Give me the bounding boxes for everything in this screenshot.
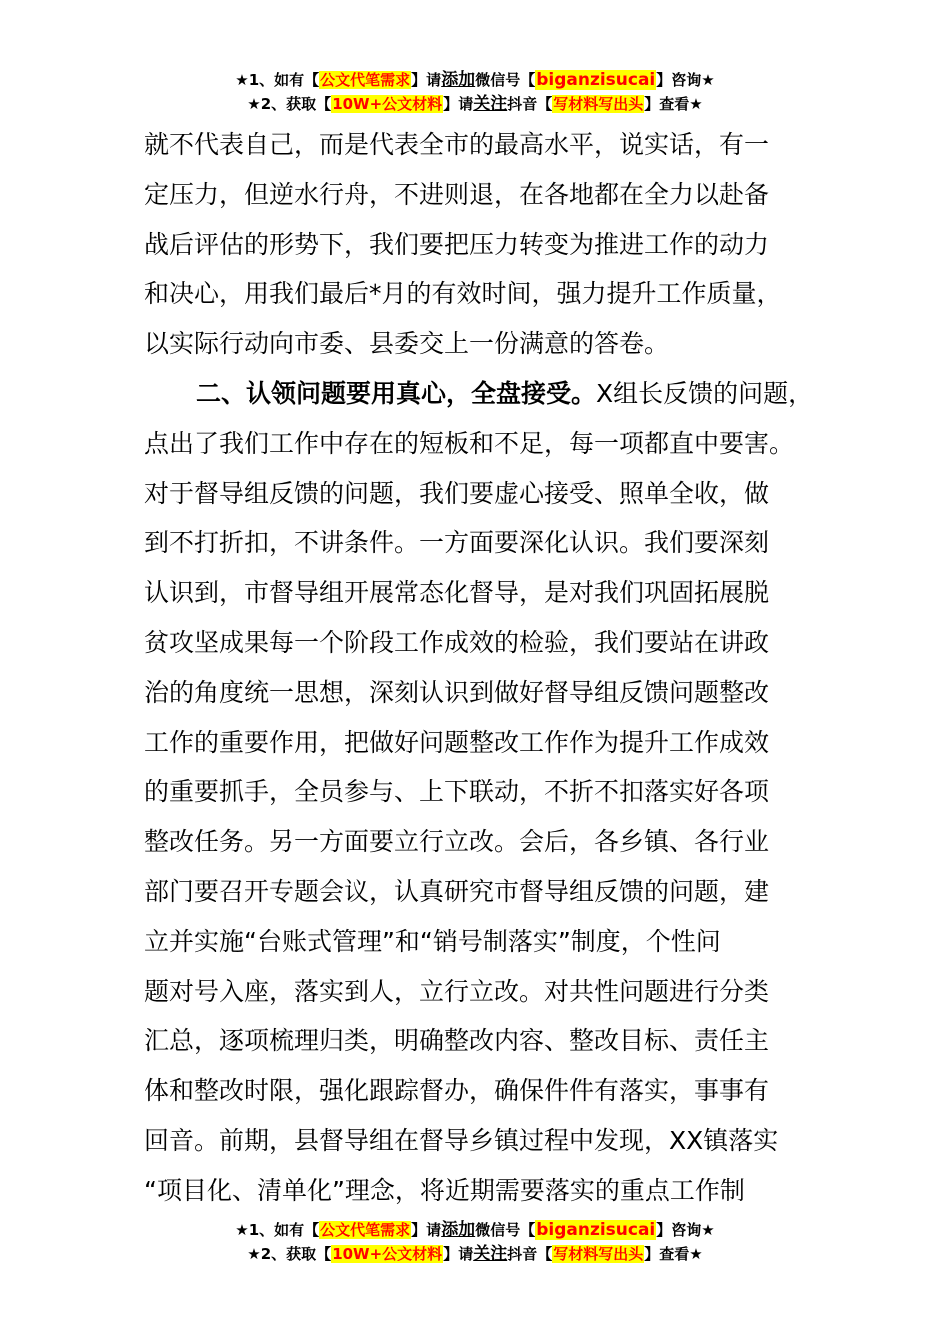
- section-heading: 二、认领问题要用真心，全盘接受。: [196, 378, 597, 408]
- notice-highlight: 公文代笔需求: [320, 71, 411, 89]
- notice-wechat-id: biganzisucai: [536, 70, 656, 90]
- notice-text: 抖音【: [507, 95, 553, 113]
- body-line: 治的角度统一思想，深刻认识到做好督导组反馈问题整改: [144, 677, 770, 707]
- notice-text: 】查看★: [644, 1245, 703, 1263]
- notice-underline: 添加: [441, 70, 476, 90]
- notice-text: 抖音【: [507, 1245, 553, 1263]
- notice-douyin-id: 写材料写出头: [553, 95, 644, 113]
- section-heading-tail: X组长反馈的问题，: [596, 378, 814, 408]
- notice-highlight: 10W+公文材料: [332, 95, 443, 113]
- notice-text: 】请: [443, 95, 474, 113]
- notice-text: 】查看★: [644, 95, 703, 113]
- notice-text: ★1、如有【: [235, 1221, 320, 1239]
- notice-line-1: [0, 1218, 950, 1242]
- body-line: 回音。前期，县督导组在督导乡镇过程中发现，XX镇落实: [144, 1125, 779, 1155]
- notice-text: ★1、如有【: [235, 71, 320, 89]
- body-line: 贫攻坚成果每一个阶段工作成效的检验，我们要站在讲政: [144, 627, 770, 657]
- notice-text: 】请: [443, 1245, 474, 1263]
- body-line: 题对号入座，落实到人，立行立改。对共性问题进行分类: [144, 976, 770, 1006]
- section-heading-row: [144, 369, 834, 419]
- notice-text: 】咨询★: [656, 1221, 715, 1239]
- body-line: 汇总，逐项梳理归类，明确整改内容、整改目标、责任主: [144, 1026, 770, 1056]
- notice-text: ★2、获取【: [247, 95, 332, 113]
- body-line: 认识到，市督导组开展常态化督导，是对我们巩固拓展脱: [144, 578, 770, 608]
- notice-text: 微信号【: [475, 71, 536, 89]
- notice-text: ★2、获取【: [247, 1245, 332, 1263]
- body-line: 点出了我们工作中存在的短板和不足，每一项都直中要害。: [144, 428, 795, 458]
- body-line: 立并实施“台账式管理”和“销号制落实”制度，个性问: [144, 926, 721, 956]
- body-line: 体和整改时限，强化跟踪督办，确保件件有落实，事事有: [144, 1076, 770, 1106]
- notice-underline: 添加: [441, 1220, 476, 1240]
- body-line: 和决心，用我们最后*月的有效时间，强力提升工作质量，: [144, 279, 782, 309]
- body-line: 以实际行动向市委、县委交上一份满意的答卷。: [144, 329, 670, 359]
- notice-underline: 关注: [473, 1244, 508, 1264]
- notice-douyin-id: 写材料写出头: [553, 1245, 644, 1263]
- document-body: [144, 120, 834, 1216]
- body-line: 对于督导组反馈的问题，我们要虚心接受、照单全收，做: [144, 478, 770, 508]
- body-line: 整改任务。另一方面要立行立改。会后，各乡镇、各行业: [144, 827, 770, 857]
- body-line: 工作的重要作用，把做好问题整改工作作为提升工作成效: [144, 727, 770, 757]
- notice-line-2: [0, 92, 950, 116]
- notice-wechat-id: biganzisucai: [536, 1220, 656, 1240]
- notice-line-1: [0, 68, 950, 92]
- header-notice: [0, 68, 950, 116]
- notice-underline: 关注: [473, 94, 508, 114]
- notice-text: 】咨询★: [656, 71, 715, 89]
- notice-text: 】请: [411, 1221, 442, 1239]
- notice-line-2: [0, 1242, 950, 1266]
- body-line: “项目化、清单化”理念，将近期需要落实的重点工作制: [144, 1175, 745, 1205]
- notice-highlight: 公文代笔需求: [320, 1221, 411, 1239]
- body-line: 战后评估的形势下，我们要把压力转变为推进工作的动力: [144, 229, 770, 259]
- notice-text: 】请: [411, 71, 442, 89]
- body-line: 就不代表自己，而是代表全市的最高水平，说实话，有一: [144, 130, 770, 159]
- body-line: 的重要抓手，全员参与、上下联动，不折不扣落实好各项: [144, 777, 770, 807]
- body-line: 到不打折扣，不讲条件。一方面要深化认识。我们要深刻: [144, 528, 770, 558]
- notice-highlight: 10W+公文材料: [332, 1245, 443, 1263]
- body-line: 定压力，但逆水行舟，不进则退，在各地都在全力以赴备: [144, 179, 770, 209]
- notice-text: 微信号【: [475, 1221, 536, 1239]
- body-line: 部门要召开专题会议，认真研究市督导组反馈的问题，建: [144, 876, 770, 906]
- footer-notice: [0, 1218, 950, 1266]
